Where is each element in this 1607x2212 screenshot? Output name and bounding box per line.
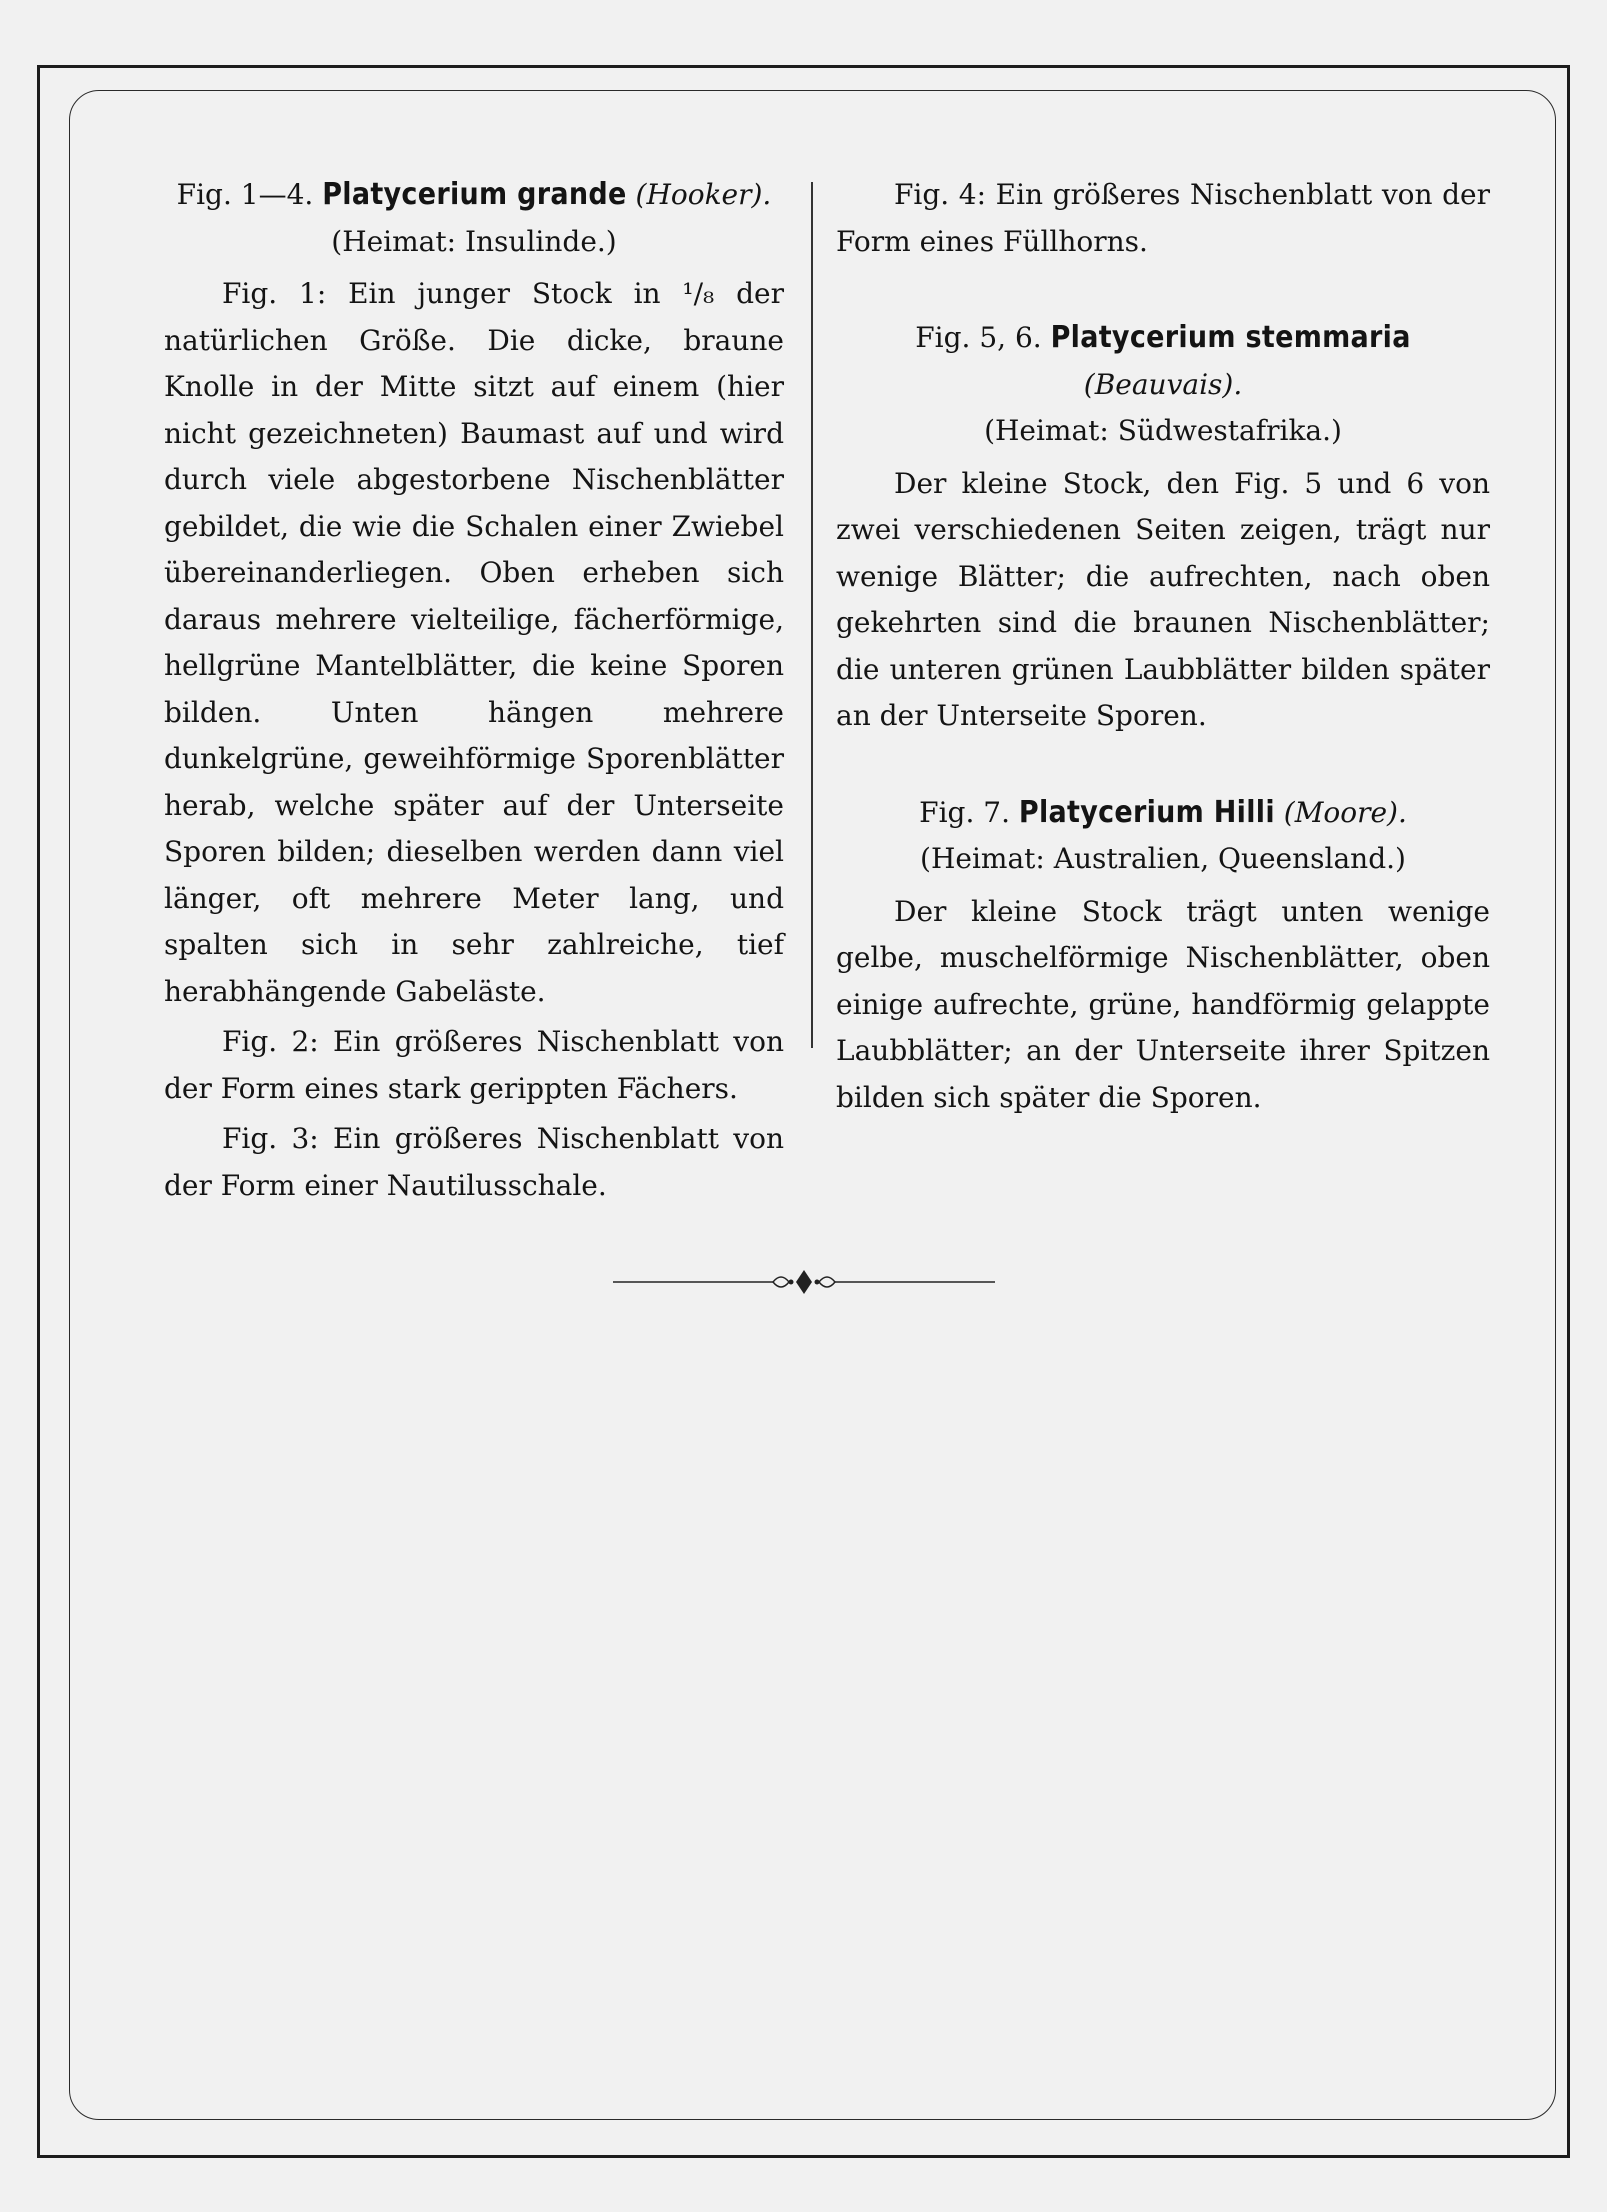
species-name: Platycerium Hilli (1018, 794, 1275, 830)
fig-label: Fig. 5, 6. (915, 321, 1042, 354)
habitat-line: (Heimat: Australien, Queensland.) (920, 842, 1406, 875)
section-heading-stemmaria (836, 315, 1490, 408)
species-name: Platycerium grande (322, 177, 627, 212)
fig-label: Fig. 1—4. (176, 178, 314, 211)
description-paragraph: Fig. 1: Ein junger Stock in ¹/₈ der natürlichen Größe. Die dicke, braune Knolle in der Mitte sitzt auf einem (hier nicht gezeichneten) Baumast auf und wird durch viele abgestorbene Nischenblätter gebildet, die wie die Schalen einer Zwiebel übereinanderliegen. Oben erheben sich daraus mehrere vielteilige, fächerförmige, hellgrüne Mantelblätter, die keine Sporen bilden. Unten hängen mehrere dunkelgrüne, geweihförmige Sporenblätter herab, welche später auf der Unterseite Sporen bilden; dieselben werden dann viel länger, oft mehrere Meter lang, und spalten sich in sehr zahlreiche, tief herabhängende Gabeläste. (164, 277, 784, 1008)
habitat-line: (Heimat: Insulinde.) (331, 224, 617, 258)
section-heading-grande (164, 172, 784, 219)
description-paragraph: Der kleine Stock trägt unten wenige gelbe, muschelförmige Nischenblätter, oben einige aufrechte, grüne, handförmig gelappte Laubblätter; an der Unterseite ihrer Spitzen bilden sich später die Sporen. (836, 894, 1490, 1114)
column-divider (811, 182, 813, 1048)
habitat-line: (Heimat: Südwestafrika.) (984, 414, 1342, 447)
description-paragraph: Der kleine Stock, den Fig. 5 und 6 von zwei verschiedenen Seiten zeigen, trägt nur wenige Blätter; die aufrechten, nach oben gekehrten sind die braunen Nischenblätter; die unteren grünen Laubblätter bilden später an der Unterseite Sporen. (836, 466, 1490, 732)
species-name: Platycerium stemmaria (1050, 320, 1411, 355)
section-heading-hilli (836, 790, 1490, 837)
species-author: (Hooker). (635, 178, 772, 211)
fig-label: Fig. 7. (919, 795, 1010, 829)
left-column (164, 172, 784, 1213)
description-paragraph: Fig. 2: Ein größeres Nischenblatt von der Form eines stark gerippten Fächers. (164, 1025, 784, 1105)
description-paragraph: Fig. 3: Ein größeres Nischenblatt von der Form einer Nautilusschale. (164, 1122, 784, 1202)
species-author: (Moore). (1283, 795, 1407, 829)
species-author: (Beauvais). (1083, 367, 1243, 401)
ornament-divider-icon (613, 1262, 995, 1302)
right-column (836, 172, 1490, 1125)
description-paragraph: Fig. 4: Ein größeres Nischenblatt von der Form eines Füllhorns. (836, 178, 1490, 258)
